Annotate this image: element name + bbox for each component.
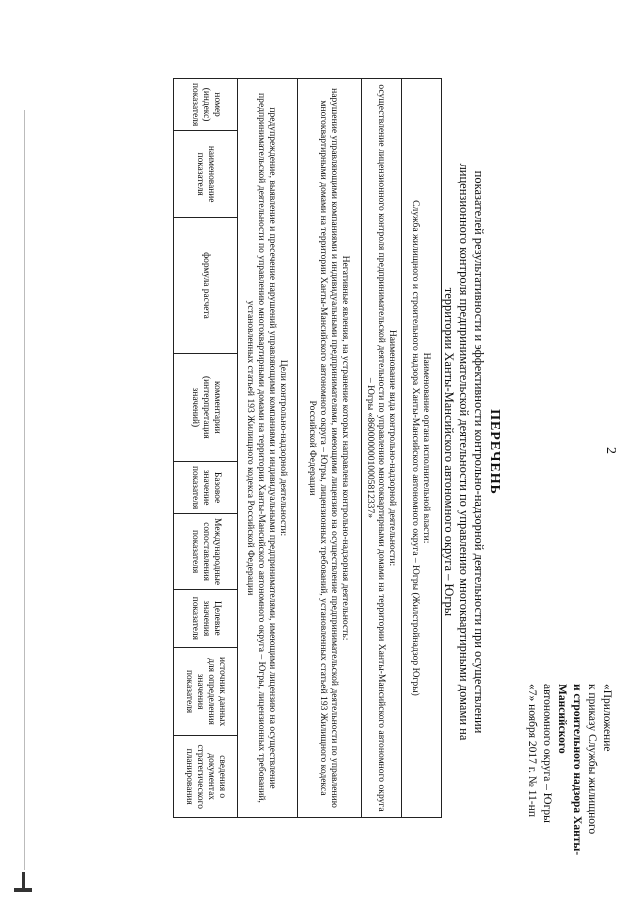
goals-value: предупреждение, выявление и пресечение нарушений управляющими компаниями и индивидуальными предпринимателями, имеющими лицензию на осуществление предпринимательской деятельности по управлению многоквартирными домами на территории Ханты-Мансийского автономного округа – Югры, лицензионных требований, установленных статьей 193 Жилищного кодекса Российской Федерации bbox=[245, 93, 279, 803]
column-header: Базовое значение показателя bbox=[174, 462, 238, 514]
control-kind-label: Наименование вида контрольно-надзорной деятельности: bbox=[387, 329, 398, 567]
appendix-line-2: к приказу Службы жилищного bbox=[586, 684, 598, 835]
column-header: наименование показателя bbox=[174, 131, 238, 218]
document-title bbox=[441, 72, 502, 832]
page-number: 2 bbox=[603, 447, 618, 454]
title-line-2: лицензионного контроля предпринимательской деятельности по управлению многоквартирными домами на bbox=[457, 163, 471, 741]
authority-value: Служба жилищного и строительного надзора Ханты-Мансийского автономного округа – Югры (Жилстройнадзор Югры) bbox=[410, 200, 422, 696]
authority-label: Наименование органа исполнительной власти: bbox=[421, 352, 433, 544]
goals-label: Цели контрольно-надзорной деятельности: bbox=[278, 359, 290, 537]
column-header: формула расчета bbox=[174, 218, 238, 354]
goals-cell bbox=[238, 79, 298, 818]
column-header: Международные сопоставления показателя bbox=[174, 514, 238, 590]
control-kind-value: осуществление лицензионного контроля предпринимательской деятельности по управлению многоквартирными домами на территории Ханты-Мансийского автономного округа – Югры «86000000010005812337» bbox=[365, 84, 387, 812]
appendix-line-4: автономного округа – Югры bbox=[541, 684, 553, 823]
column-header: сведения о документах стратегического планирования bbox=[174, 736, 238, 818]
appendix-line-5: «7» ноября 2017 г. № 11-нп bbox=[526, 684, 538, 817]
title-heading: ПЕРЕЧЕНЬ bbox=[487, 409, 502, 495]
title-line-3: территории Ханты-Мансийского автономного округа – Югры bbox=[442, 287, 456, 617]
authority-cell bbox=[402, 79, 442, 818]
column-header: источник данных для определения значения показателя bbox=[174, 647, 238, 736]
column-header: комментарии (интерпретация значений) bbox=[174, 353, 238, 461]
negative-cell bbox=[298, 79, 362, 818]
column-header: Целевые значения показателя bbox=[174, 590, 238, 648]
appendix-line-3: и строительного надзора Ханты-Мансийского bbox=[556, 684, 583, 856]
indicators-table bbox=[173, 78, 442, 818]
title-line-1: показателей результативности и эффективности контрольно-надзорной деятельности при осуществлении bbox=[472, 170, 486, 734]
table-header-row bbox=[174, 79, 238, 818]
table-row-goals bbox=[238, 79, 298, 818]
appendix-line-1: «Приложение bbox=[601, 684, 613, 752]
rotated-page bbox=[20, 12, 620, 892]
table-row-authority bbox=[402, 79, 442, 818]
control-kind-cell bbox=[362, 79, 402, 818]
table-row-negative bbox=[298, 79, 362, 818]
column-header: номер (индекс) показателя bbox=[174, 79, 238, 131]
appendix-block bbox=[524, 684, 614, 884]
negative-label: Негативные явления, на устранение которых направлена контрольно-надзорная деятельность: bbox=[340, 255, 352, 641]
table-row-control-kind bbox=[362, 79, 402, 818]
negative-value: нарушение управляющими компаниями и индивидуальными предпринимателями, имеющими лицензию на осуществление предпринимательской деятельности по управлению многоквартирными домами на территории Ханты-Мансийского автономного округа – Югры, лицензионных требований, установленных статьей 193 Жилищного кодекса Российской Федерации bbox=[307, 88, 341, 808]
